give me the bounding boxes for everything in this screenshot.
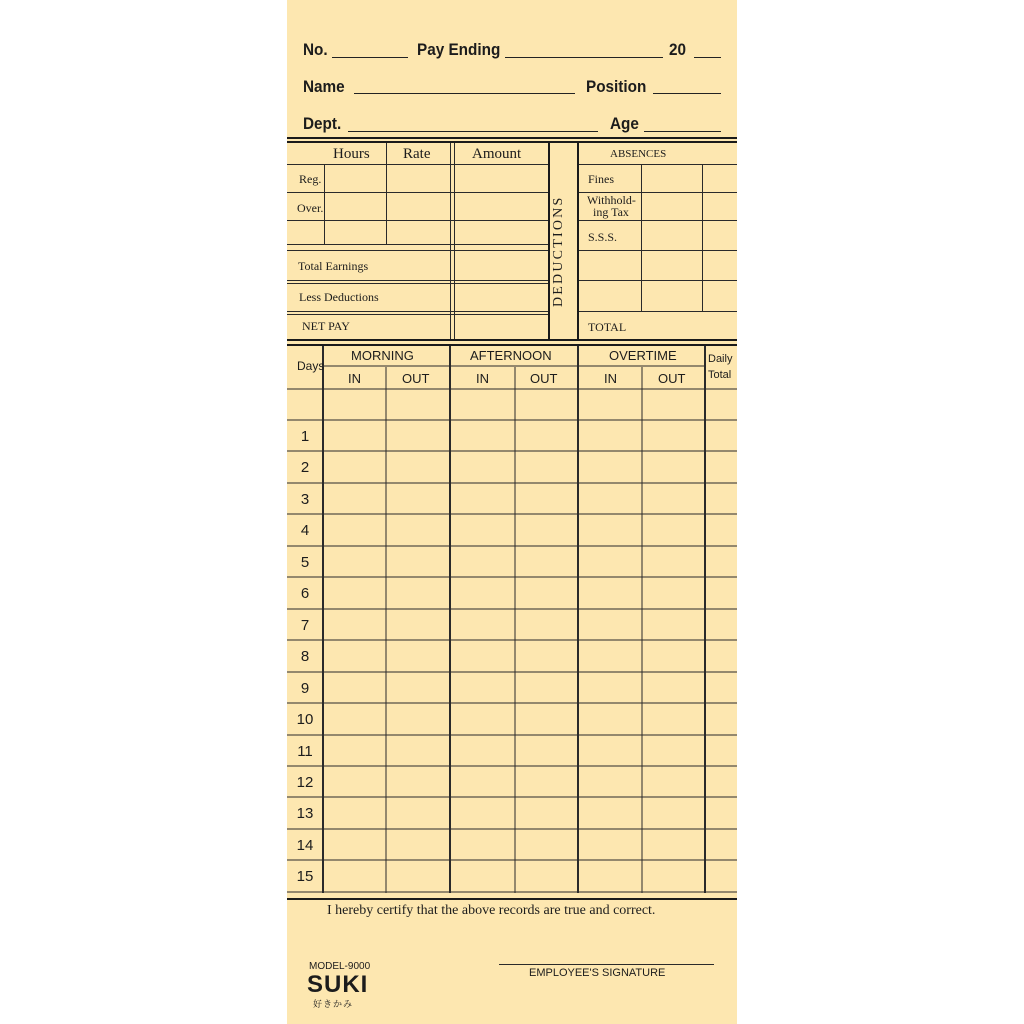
afternoon-in-header: IN <box>476 371 489 386</box>
deductions-vertical-label: DEDUCTIONS <box>551 195 566 307</box>
timesheet-grid <box>287 0 737 1024</box>
morning-header: MORNING <box>351 348 414 363</box>
withholding-line2: ing Tax <box>593 205 629 219</box>
no-label: No. <box>303 40 328 59</box>
overtime-header: OVERTIME <box>609 348 677 363</box>
overtime-out-header: OUT <box>658 371 686 386</box>
day-number: 14 <box>296 837 314 854</box>
absences-label: ABSENCES <box>610 148 667 160</box>
fines-label: Fines <box>588 172 615 186</box>
daily-label: Daily <box>708 353 733 365</box>
time-card <box>287 0 737 1024</box>
afternoon-header: AFTERNOON <box>470 348 552 363</box>
sss-label: S.S.S. <box>588 230 618 244</box>
total-earnings-label: Total Earnings <box>298 259 369 273</box>
brand-subtitle: 好きかみ <box>313 999 354 1009</box>
model-label: MODEL-9000 <box>309 961 371 972</box>
daily-total-header <box>708 351 732 383</box>
over-label: Over. <box>297 201 324 215</box>
amount-header: Amount <box>472 146 522 162</box>
deductions-total-label: TOTAL <box>588 320 627 334</box>
day-number: 6 <box>300 585 310 602</box>
day-number: 11 <box>297 743 313 760</box>
day-number: 10 <box>296 711 314 728</box>
net-pay-label: NET PAY <box>302 319 350 333</box>
day-number: 13 <box>296 805 314 822</box>
morning-out-header: OUT <box>402 371 430 386</box>
day-number: 4 <box>300 522 310 539</box>
day-number: 15 <box>296 868 314 885</box>
day-number: 2 <box>300 459 310 476</box>
daily-total-label: Total <box>708 369 732 381</box>
pay-ending-label: Pay Ending <box>417 40 501 59</box>
name-label: Name <box>303 77 345 96</box>
day-number: 8 <box>300 648 310 665</box>
day-number: 12 <box>296 774 314 791</box>
hours-header: Hours <box>333 146 370 162</box>
dept-label: Dept. <box>303 114 342 133</box>
withholding-line1: Withhold- <box>587 193 636 207</box>
afternoon-out-header: OUT <box>530 371 558 386</box>
position-label: Position <box>586 77 647 96</box>
less-deductions-label: Less Deductions <box>299 290 379 304</box>
signature-label: EMPLOYEE'S SIGNATURE <box>529 967 666 979</box>
age-label: Age <box>610 114 639 133</box>
day-number: 9 <box>300 680 310 697</box>
morning-in-header: IN <box>348 371 361 386</box>
day-number: 3 <box>300 491 310 508</box>
day-number: 1 <box>300 428 310 445</box>
signature-line[interactable] <box>499 964 714 965</box>
rate-header: Rate <box>403 146 431 162</box>
days-header: Days <box>297 359 325 373</box>
reg-label: Reg. <box>299 172 322 186</box>
year-label: 20 <box>669 40 687 59</box>
day-number: 7 <box>300 617 310 634</box>
certify-text: I hereby certify that the above records are true and correct. <box>327 903 656 918</box>
day-number: 5 <box>300 554 310 571</box>
brand-logo: SUKI <box>307 971 369 998</box>
overtime-in-header: IN <box>604 371 617 386</box>
